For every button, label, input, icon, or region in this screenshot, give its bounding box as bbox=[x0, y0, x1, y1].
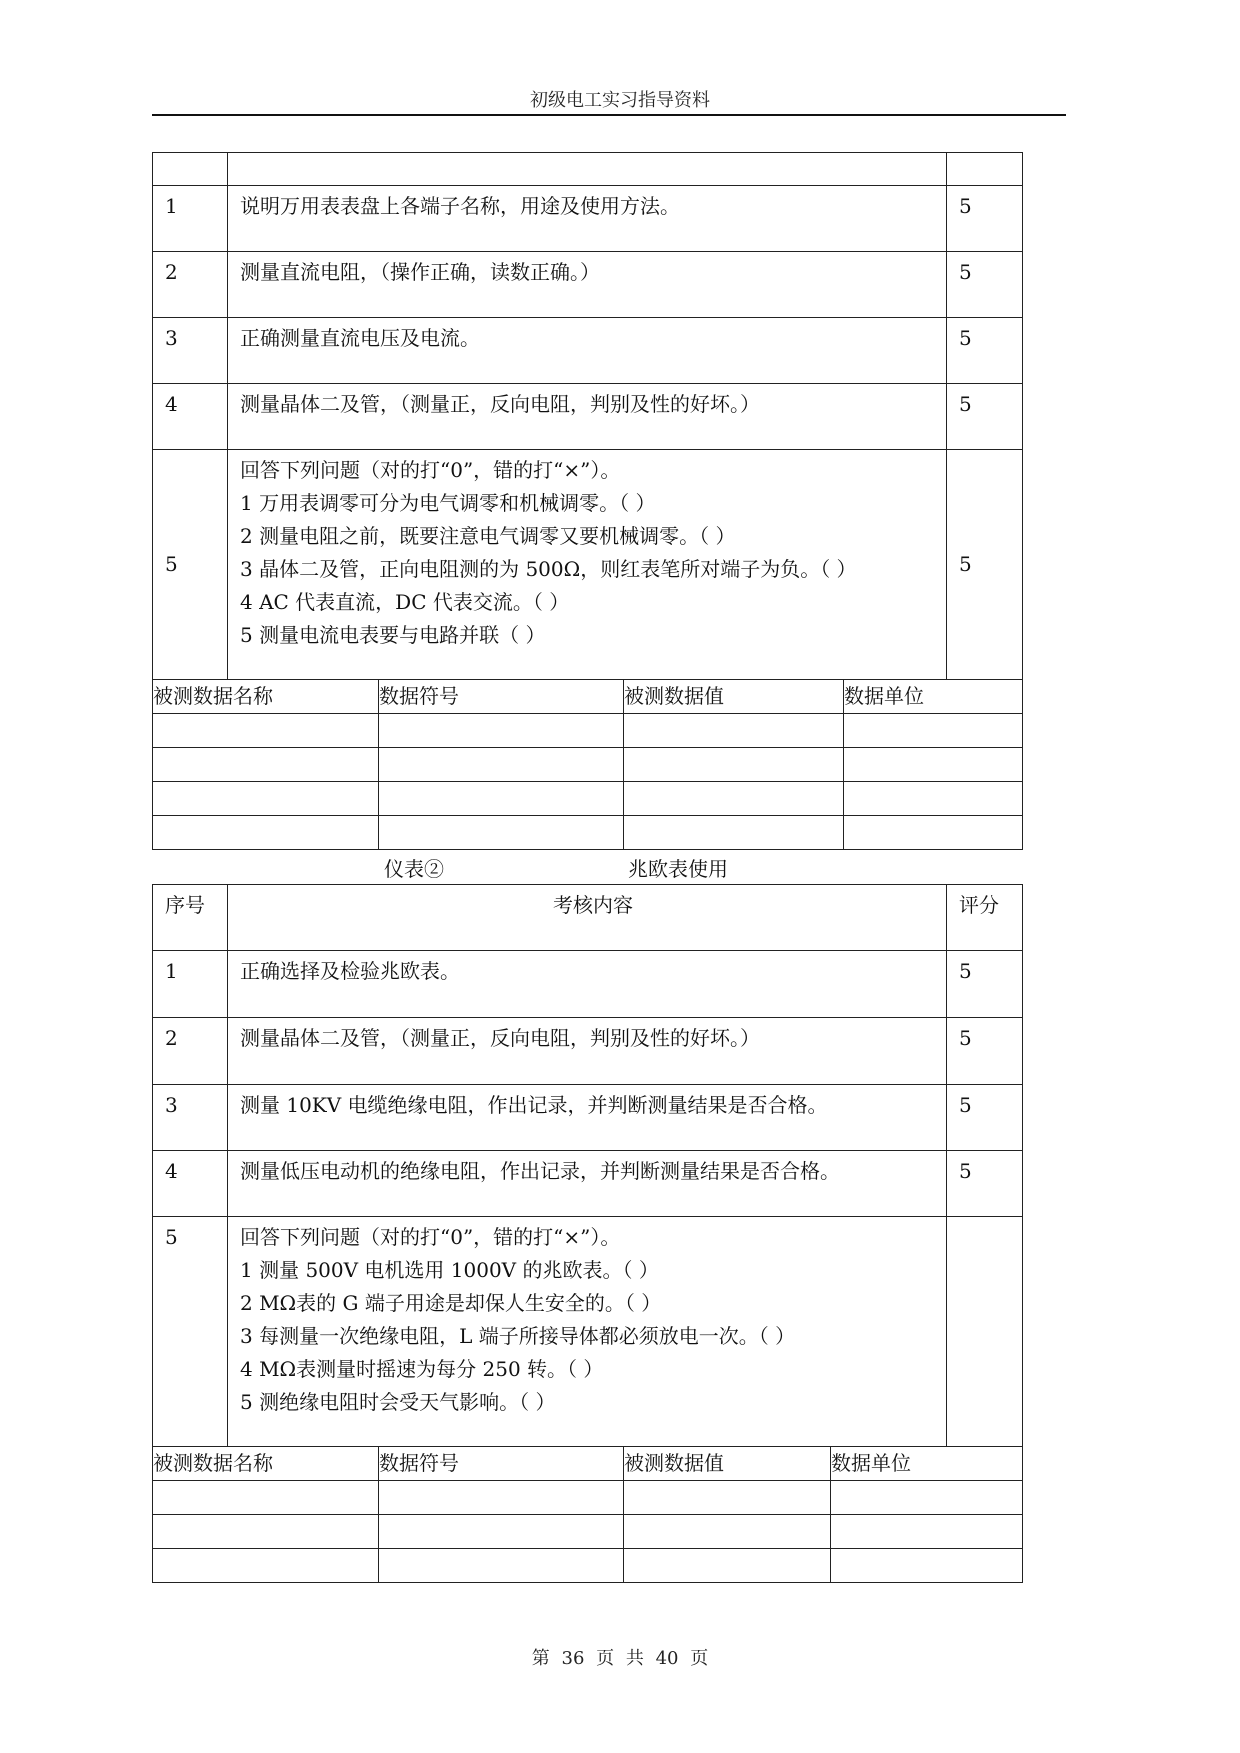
table-header-row bbox=[153, 885, 1023, 951]
question-block bbox=[228, 450, 947, 680]
data-cell bbox=[624, 714, 844, 748]
data-header-cell: 被测数据值 bbox=[624, 680, 844, 714]
data-cell bbox=[153, 1481, 379, 1515]
row-number: 1 bbox=[153, 186, 228, 252]
column-header-content: 考核内容 bbox=[228, 885, 947, 951]
row-content bbox=[228, 153, 947, 186]
row-score: 5 bbox=[947, 1018, 1023, 1085]
row-score: 5 bbox=[947, 252, 1023, 318]
question-item: 5 测量电流电表要与电路并联（ ） bbox=[240, 623, 546, 647]
data-entry-row bbox=[153, 816, 1023, 850]
row-content: 测量 10KV 电缆绝缘电阻，作出记录，并判断测量结果是否合格。 bbox=[228, 1085, 947, 1151]
data-header-cell: 被测数据名称 bbox=[153, 680, 379, 714]
row-content: 测量低压电动机的绝缘电阻，作出记录，并判断测量结果是否合格。 bbox=[228, 1151, 947, 1217]
data-cell bbox=[831, 1549, 1023, 1583]
row-content: 正确选择及检验兆欧表。 bbox=[228, 951, 947, 1018]
data-entry-row bbox=[153, 748, 1023, 782]
row-score bbox=[947, 1217, 1023, 1447]
row-score: 5 bbox=[947, 1085, 1023, 1151]
data-cell bbox=[624, 782, 844, 816]
question-item: 4 MΩ表测量时摇速为每分 250 转。（ ） bbox=[240, 1357, 604, 1381]
data-header-cell: 数据符号 bbox=[379, 680, 624, 714]
data-cell bbox=[153, 1549, 379, 1583]
data-cell bbox=[153, 782, 379, 816]
data-cell bbox=[153, 816, 379, 850]
question-intro: 回答下列问题（对的打“0”，错的打“×”）。 bbox=[240, 1225, 621, 1249]
question-item: 3 每测量一次绝缘电阻，L 端子所接导体都必须放电一次。（ ） bbox=[240, 1324, 796, 1348]
row-score: 5 bbox=[947, 186, 1023, 252]
row-number: 2 bbox=[153, 252, 228, 318]
data-cell bbox=[831, 1515, 1023, 1549]
row-number: 3 bbox=[153, 1085, 228, 1151]
data-header-row bbox=[153, 1447, 1023, 1481]
data-cell bbox=[153, 1515, 379, 1549]
table-row bbox=[153, 318, 1023, 384]
table-row bbox=[153, 252, 1023, 318]
data-header-row bbox=[153, 680, 1023, 714]
question-item: 1 测量 500V 电机选用 1000V 的兆欧表。（ ） bbox=[240, 1258, 659, 1282]
row-number: 4 bbox=[153, 1151, 228, 1217]
question-item: 2 MΩ表的 G 端子用途是却保人生安全的。（ ） bbox=[240, 1291, 662, 1315]
row-number: 4 bbox=[153, 384, 228, 450]
row-number: 5 bbox=[153, 1217, 228, 1447]
table-row bbox=[153, 384, 1023, 450]
data-header-cell: 被测数据值 bbox=[624, 1447, 831, 1481]
row-number: 5 bbox=[153, 450, 228, 680]
data-entry-row bbox=[153, 714, 1023, 748]
table-row bbox=[153, 153, 1023, 186]
multimeter-assessment-table bbox=[152, 152, 1023, 850]
data-cell bbox=[844, 748, 1023, 782]
column-header-score: 评分 bbox=[947, 885, 1023, 951]
data-cell bbox=[379, 1549, 624, 1583]
table-row bbox=[153, 951, 1023, 1018]
data-cell bbox=[624, 748, 844, 782]
table-row bbox=[153, 186, 1023, 252]
data-cell bbox=[624, 1515, 831, 1549]
data-cell bbox=[379, 782, 624, 816]
data-cell bbox=[379, 714, 624, 748]
row-number: 1 bbox=[153, 951, 228, 1018]
table-row bbox=[153, 1151, 1023, 1217]
row-content: 正确测量直流电压及电流。 bbox=[228, 318, 947, 384]
question-row bbox=[153, 450, 1023, 680]
row-score: 5 bbox=[947, 1151, 1023, 1217]
question-item: 4 AC 代表直流，DC 代表交流。（ ） bbox=[240, 590, 570, 614]
data-header-cell: 数据单位 bbox=[844, 680, 1023, 714]
data-cell bbox=[844, 782, 1023, 816]
row-score bbox=[947, 153, 1023, 186]
data-cell bbox=[624, 816, 844, 850]
row-content: 测量直流电阻，（操作正确，读数正确。） bbox=[228, 252, 947, 318]
row-content: 说明万用表表盘上各端子名称，用途及使用方法。 bbox=[228, 186, 947, 252]
data-cell bbox=[379, 816, 624, 850]
megohmmeter-assessment-table bbox=[152, 884, 1023, 1583]
data-cell bbox=[624, 1481, 831, 1515]
row-score: 5 bbox=[947, 318, 1023, 384]
instrument-label: 仪表② bbox=[384, 857, 444, 881]
row-number: 2 bbox=[153, 1018, 228, 1085]
row-number bbox=[153, 153, 228, 186]
data-cell bbox=[844, 714, 1023, 748]
data-cell bbox=[844, 816, 1023, 850]
question-block bbox=[228, 1217, 947, 1447]
data-header-cell: 数据符号 bbox=[379, 1447, 624, 1481]
data-cell bbox=[153, 714, 379, 748]
question-intro: 回答下列问题（对的打“0”，错的打“×”）。 bbox=[240, 458, 621, 482]
data-cell bbox=[624, 1549, 831, 1583]
data-cell bbox=[379, 1481, 624, 1515]
row-content: 测量晶体二及管，（测量正，反向电阻，判别及性的好坏。） bbox=[228, 384, 947, 450]
data-header-cell: 被测数据名称 bbox=[153, 1447, 379, 1481]
data-cell bbox=[379, 1515, 624, 1549]
row-score: 5 bbox=[947, 450, 1023, 680]
data-entry-row bbox=[153, 782, 1023, 816]
row-number: 3 bbox=[153, 318, 228, 384]
question-item: 3 晶体二及管，正向电阻测的为 500Ω，则红表笔所对端子为负。（ ） bbox=[240, 557, 857, 581]
header-divider bbox=[152, 114, 1066, 116]
question-item: 5 测绝缘电阻时会受天气影响。（ ） bbox=[240, 1390, 556, 1414]
data-entry-row bbox=[153, 1481, 1023, 1515]
row-score: 5 bbox=[947, 951, 1023, 1018]
row-content: 测量晶体二及管，（测量正，反向电阻，判别及性的好坏。） bbox=[228, 1018, 947, 1085]
data-cell bbox=[379, 748, 624, 782]
question-row bbox=[153, 1217, 1023, 1447]
page-header-title: 初级电工实习指导资料 bbox=[530, 90, 710, 111]
question-item: 1 万用表调零可分为电气调零和机械调零。（ ） bbox=[240, 491, 656, 515]
data-header-cell: 数据单位 bbox=[831, 1447, 1023, 1481]
data-cell bbox=[153, 748, 379, 782]
column-header-number: 序号 bbox=[153, 885, 228, 951]
data-cell bbox=[831, 1481, 1023, 1515]
data-entry-row bbox=[153, 1515, 1023, 1549]
table-row bbox=[153, 1085, 1023, 1151]
row-score: 5 bbox=[947, 384, 1023, 450]
data-entry-row bbox=[153, 1549, 1023, 1583]
question-item: 2 测量电阻之前，既要注意电气调零又要机械调零。（ ） bbox=[240, 524, 736, 548]
page-footer: 第 36 页 共 40 页 bbox=[531, 1648, 709, 1669]
table-row bbox=[153, 1018, 1023, 1085]
section-title: 兆欧表使用 bbox=[628, 857, 728, 881]
